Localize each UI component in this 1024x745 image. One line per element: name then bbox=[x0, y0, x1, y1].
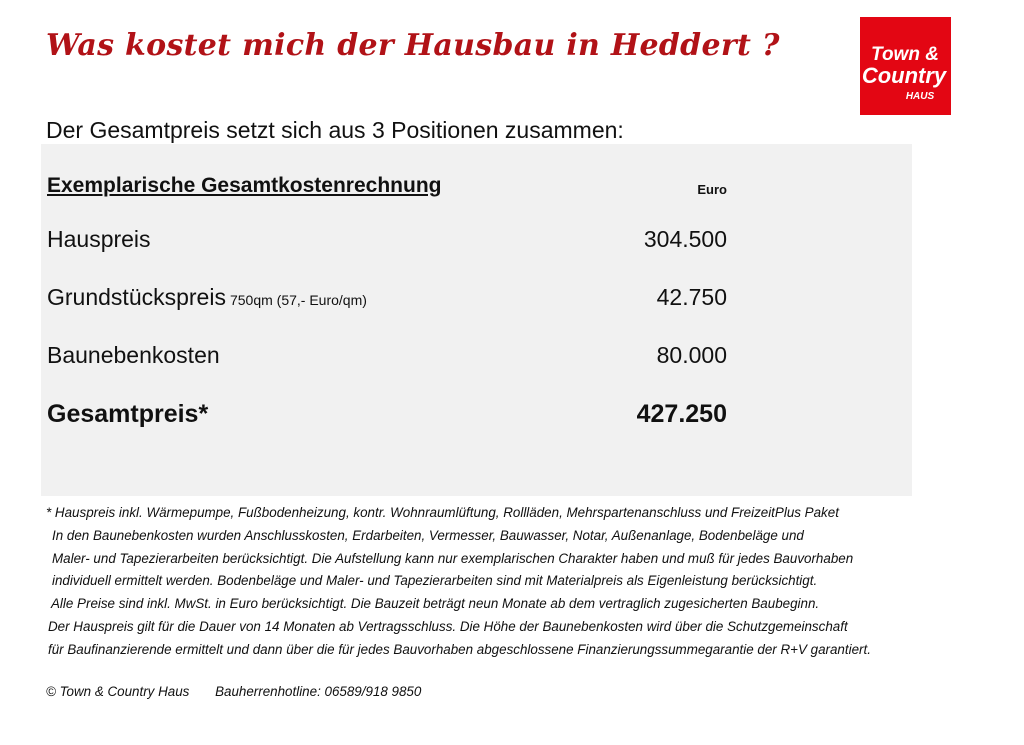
logo-text-country: Country bbox=[861, 63, 947, 88]
footnote-line: Der Hauspreis gilt für die Dauer von 14 Monaten ab Vertragsschluss. Die Höhe der Baunebenkosten wird über die Schutzgemeinschaft bbox=[48, 618, 848, 634]
logo-text-town: Town & bbox=[871, 44, 939, 65]
row-label-grundstueckspreis bbox=[47, 284, 367, 311]
footnotes bbox=[46, 502, 1006, 662]
row-value-grundstueckspreis: 42.750 bbox=[656, 284, 727, 310]
page-title: Was kostet mich der Hausbau in Heddert ? bbox=[46, 28, 780, 63]
row-value-hauspreis: 304.500 bbox=[643, 226, 727, 252]
cost-calculation-panel bbox=[41, 144, 912, 496]
row-value-baunebenkosten: 80.000 bbox=[656, 342, 727, 368]
town-country-logo bbox=[860, 17, 951, 115]
footnote-line: für Baufinanzierende ermittelt und dann über die für jedes Bauvorhaben abgeschlossene Finanzierungssummegarantie der R+V garantiert. bbox=[48, 641, 871, 657]
row-note-area: 750qm (57,- Euro/qm) bbox=[229, 292, 367, 308]
row-label-baunebenkosten bbox=[47, 342, 220, 369]
logo-graphic bbox=[860, 17, 951, 115]
footnote-line: individuell ermittelt werden. Bodenbeläge und Maler- und Tapezierarbeiten sind mit Materialpreis als Eigenleistung berücksichtigt. bbox=[52, 573, 818, 589]
row-label-hauspreis bbox=[47, 226, 151, 253]
calculation-heading: Exemplarische Gesamtkostenrechnung bbox=[47, 174, 442, 197]
hotline-text: Bauherrenhotline: 06589/918 9850 bbox=[215, 684, 422, 699]
intro-text: Der Gesamtpreis setzt sich aus 3 Positionen zusammen: bbox=[46, 117, 624, 143]
copyright-text: © Town & Country Haus bbox=[46, 684, 190, 699]
row-label-text: Grundstückspreis bbox=[47, 284, 226, 310]
row-label-text: Baunebenkosten bbox=[47, 342, 220, 368]
logo-text-haus: HAUS bbox=[905, 91, 935, 102]
total-value: 427.250 bbox=[636, 400, 727, 428]
total-label: Gesamtpreis* bbox=[47, 400, 209, 428]
footnote-line: In den Baunebenkosten wurden Anschlusskosten, Erdarbeiten, Vermesser, Bauwasser, Notar, Außenanlage, Bodenbeläge und bbox=[52, 527, 804, 543]
footnote-line: * Hauspreis inkl. Wärmepumpe, Fußbodenheizung, kontr. Wohnraumlüftung, Rollläden, Mehrspartenanschluss und FreizeitPlus Paket bbox=[46, 505, 839, 520]
footer bbox=[46, 684, 421, 699]
row-label-text: Hauspreis bbox=[47, 226, 151, 252]
footnote-line: Alle Preise sind inkl. MwSt. in Euro berücksichtigt. Die Bauzeit beträgt neun Monate ab dem vertraglich zugesicherten Baubeginn. bbox=[51, 596, 820, 612]
currency-label: Euro bbox=[697, 182, 727, 197]
footnote-line: Maler- und Tapezierarbeiten berücksichtigt. Die Aufstellung kann nur exemplarischen Charakter haben und muß für jedes Bauvorhaben bbox=[52, 550, 854, 566]
